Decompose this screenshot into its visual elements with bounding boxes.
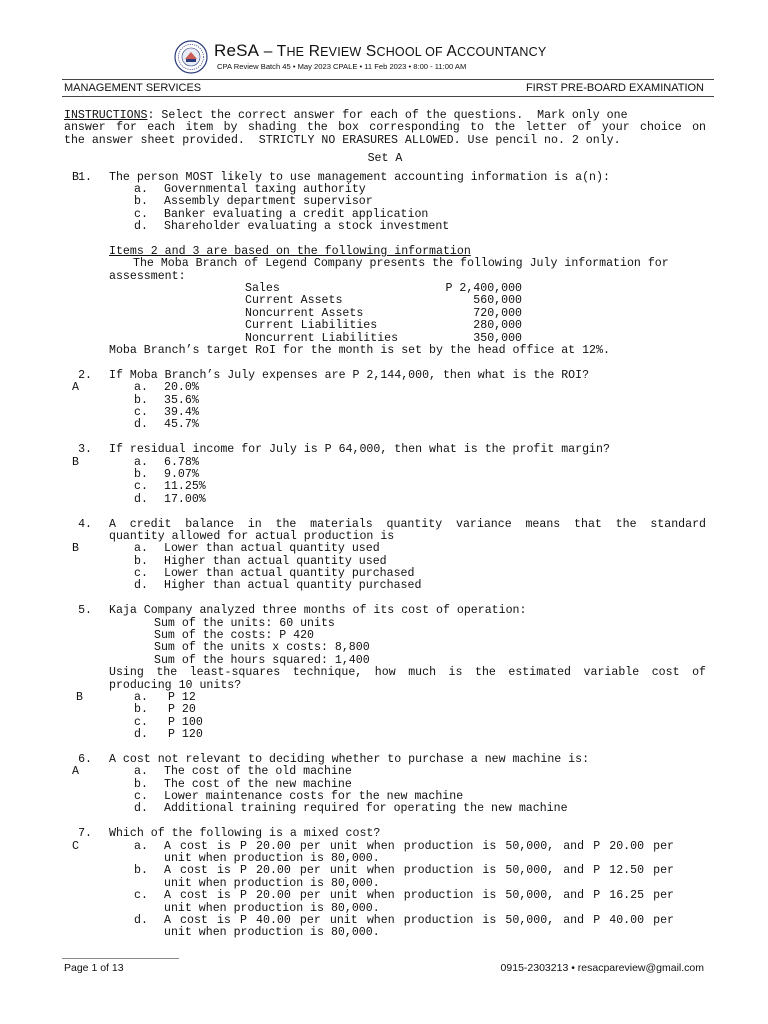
question-stem-line-2: Using the least-squares technique, how much is the estimated variable cost of — [109, 666, 706, 680]
option-d: d. P 120 — [134, 728, 203, 742]
question-stem: The person MOST likely to use management accounting information is a(n): — [109, 170, 610, 184]
question-stem: If Moba Branch’s July expenses are P 2,144,000, then what is the ROI? — [109, 368, 590, 382]
option-b: b. A cost is P 20.00 per unit when production is 50,000, and P 12.50 per — [134, 864, 674, 878]
school-title: ReSA – THE REVIEW SCHOOL OF ACCOUNTANCY — [214, 41, 547, 60]
question-number: 4. — [78, 517, 92, 531]
question-4 — [64, 519, 706, 593]
question-number: 5. — [78, 604, 92, 618]
option-d: d. 45.7% — [134, 418, 199, 432]
question-stem: If residual income for July is P 64,000, then what is the profit margin? — [109, 443, 610, 457]
option-b-line-2: unit when production is 80,000. — [164, 876, 380, 890]
option-a: a. Governmental taxing authority — [134, 182, 366, 196]
page-number: Page 1 of 13 — [64, 962, 124, 974]
info-heading: Items 2 and 3 are based on the following information — [109, 244, 471, 258]
option-c: c. Lower maintenance costs for the new machine — [134, 790, 464, 804]
option-b: b. 35.6% — [134, 393, 199, 407]
option-a: C a. A cost is P 20.00 per unit when production is 50,000, and P 20.00 per — [72, 839, 674, 853]
option-a: A a. The cost of the old machine — [72, 765, 352, 779]
question-number: 7. — [78, 827, 92, 841]
answer-key: A — [72, 765, 79, 779]
resa-logo-icon — [174, 40, 208, 74]
sum-line: Sum of the costs: P 420 — [154, 629, 315, 643]
instructions-line-2: answer for each item by shading the box corresponding to the letter of your choice on — [64, 121, 706, 135]
answer-key: B — [72, 542, 79, 556]
option-c: c. Banker evaluating a credit application — [134, 207, 429, 221]
question-number: 2. — [78, 368, 92, 382]
exam-content — [64, 110, 706, 940]
answer-key: B — [76, 690, 83, 704]
question-stem-line-2: quantity allowed for actual production is — [109, 529, 395, 543]
figure-row: Current Liabilities 280,000 — [245, 319, 522, 333]
question-stem-line-1: A credit balance in the materials quantity variance means that the standard — [109, 517, 706, 531]
option-c: c. 39.4% — [134, 405, 199, 419]
question-5 — [64, 605, 706, 741]
set-label: Set A — [367, 152, 403, 166]
figure-row: Current Assets 560,000 — [245, 294, 522, 308]
header-rule-top — [62, 79, 714, 80]
option-d: d. 17.00% — [134, 492, 206, 506]
option-d-line-2: unit when production is 80,000. — [164, 926, 380, 940]
option-d: d. Additional training required for operating the new machine — [134, 802, 568, 816]
info-note: Moba Branch’s target RoI for the month is set by the head office at 12%. — [109, 344, 610, 358]
info-line-2: assessment: — [109, 269, 186, 283]
option-d: d. A cost is P 40.00 per unit when production is 50,000, and P 40.00 per — [134, 914, 674, 927]
footer-rule — [62, 958, 179, 959]
answer-key: C — [72, 839, 79, 853]
sum-line: Sum of the units: 60 units — [154, 616, 335, 630]
option-c: c. Lower than actual quantity purchased — [134, 567, 415, 581]
question-1 — [64, 172, 706, 234]
question-6 — [64, 754, 706, 816]
subject-label: MANAGEMENT SERVICES — [64, 82, 202, 94]
option-c: c. 11.25% — [134, 480, 206, 494]
option-b: b. Assembly department supervisor — [134, 195, 373, 209]
instructions — [64, 110, 706, 147]
sum-line: Sum of the hours squared: 1,400 — [154, 653, 370, 667]
figure-row: Noncurrent Liabilities 350,000 — [245, 331, 522, 345]
info-line-1: The Moba Branch of Legend Company presents the following July information for — [133, 257, 669, 271]
question-stem: Kaja Company analyzed three months of its cost of operation: — [109, 604, 527, 618]
option-d: d. Higher than actual quantity purchased — [134, 579, 422, 593]
option-a-line-2: unit when production is 80,000. — [164, 852, 380, 866]
option-a: A a. 20.0% — [72, 381, 199, 395]
question-stem: A cost not relevant to deciding whether to purchase a new machine is: — [109, 752, 590, 766]
header-rule-bottom — [62, 96, 714, 97]
question-number: 3. — [78, 443, 92, 457]
option-a: B a. Lower than actual quantity used — [72, 542, 380, 556]
option-c-line-2: unit when production is 80,000. — [164, 901, 380, 915]
contact-info: 0915-2303213 • resacpareview@gmail.com — [500, 962, 704, 974]
question-stem-line-3: producing 10 units? — [109, 678, 242, 692]
question-number: 1. — [78, 170, 92, 184]
option-b: b. Higher than actual quantity used — [134, 554, 387, 568]
question-stem: Which of the following is a mixed cost? — [109, 827, 381, 841]
page-header — [0, 40, 768, 74]
option-b: b. The cost of the new machine — [134, 777, 352, 791]
option-b: b. P 20 — [134, 703, 196, 717]
exam-subtitle: CPA Review Batch 45 • May 2023 CPALE • 11 Feb 2023 • 8:00 - 11:00 AM — [217, 62, 467, 71]
option-c: c. A cost is P 20.00 per unit when production is 50,000, and P 16.25 per — [134, 889, 674, 903]
question-7 — [64, 828, 706, 940]
figure-row: Sales P 2,400,000 — [245, 282, 522, 296]
option-b: b. 9.07% — [134, 467, 199, 481]
instructions-line-1: : Select the correct answer for each of the questions. Mark only one — [147, 109, 628, 122]
question-2 — [64, 370, 706, 432]
sum-line: Sum of the units x costs: 8,800 — [154, 641, 370, 655]
info-items-2-3 — [64, 246, 706, 358]
question-3 — [64, 444, 706, 506]
answer-key: A — [72, 381, 79, 395]
option-d: d. Shareholder evaluating a stock investment — [134, 220, 450, 234]
option-a: B a. P 12 — [76, 690, 196, 704]
option-a: B a. 6.78% — [72, 455, 199, 469]
answer-key: B — [72, 455, 79, 469]
exam-label: FIRST PRE-BOARD EXAMINATION — [525, 82, 704, 94]
figure-row: Noncurrent Assets 720,000 — [245, 306, 522, 320]
question-number: 6. — [78, 752, 92, 766]
option-c: c. P 100 — [134, 715, 203, 729]
instructions-label: INSTRUCTIONS — [64, 109, 148, 122]
instructions-line-3: the answer sheet provided. STRICTLY NO ERASURES ALLOWED. Use pencil no. 2 only. — [64, 133, 621, 147]
answer-key: B — [72, 170, 79, 184]
